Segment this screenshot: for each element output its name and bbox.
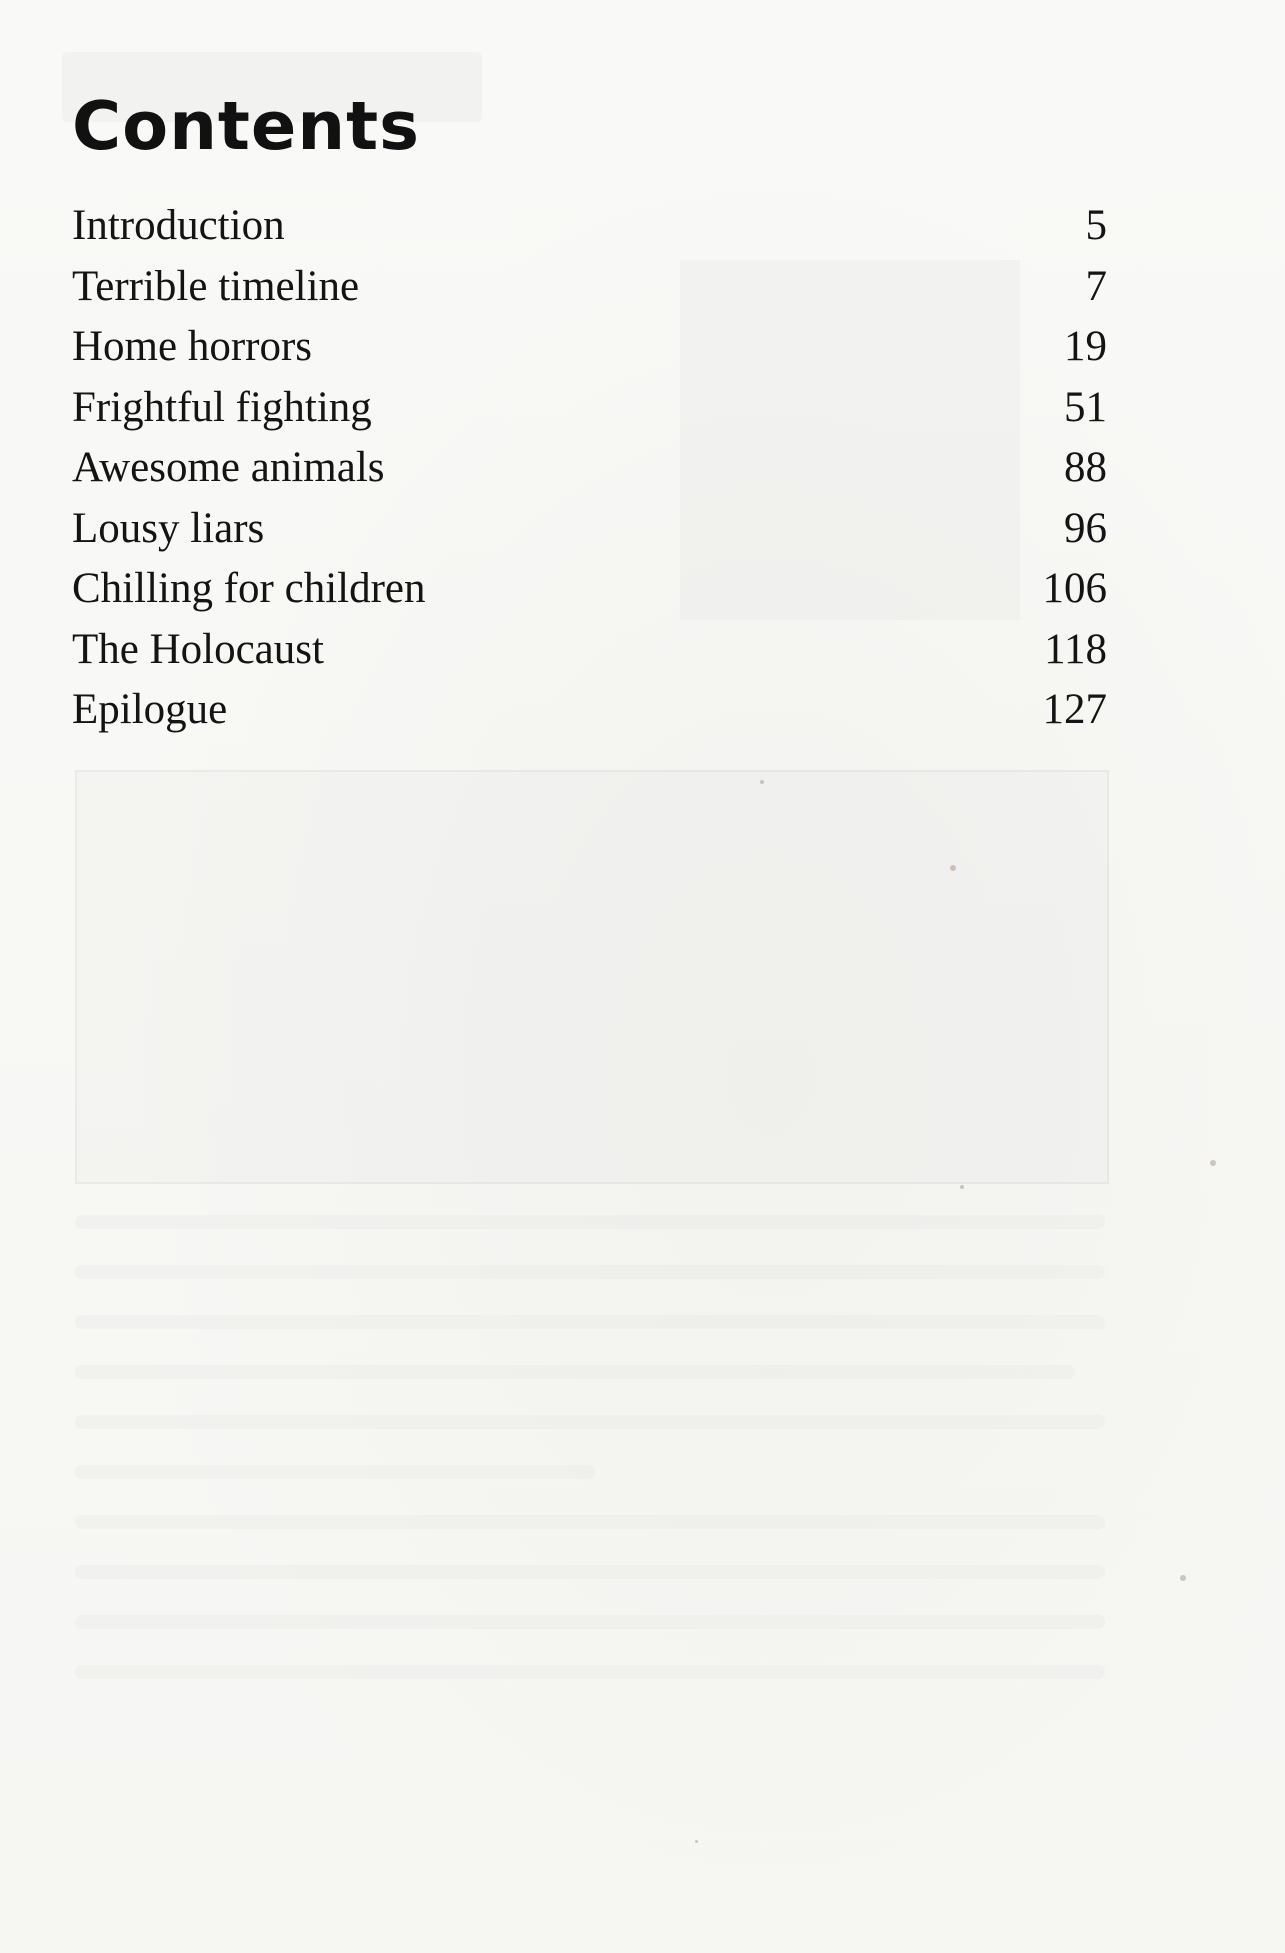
toc-entry <box>72 620 1107 681</box>
toc-entry-title: Epilogue <box>72 686 228 733</box>
toc-entry-page-number: 51 <box>1064 383 1107 431</box>
show-through-text-line <box>75 1215 1105 1229</box>
toc-entry-title: Awesome animals <box>72 444 385 491</box>
show-through-text-line <box>75 1365 1075 1379</box>
show-through-cartoon-panel <box>75 770 1109 1184</box>
show-through-text-line <box>75 1415 1105 1429</box>
toc-entry-page-number: 19 <box>1064 323 1107 370</box>
toc-entry-title: Home horrors <box>72 323 313 370</box>
toc-entry-page-number: 127 <box>1042 686 1107 733</box>
contents-heading: Contents <box>72 87 420 165</box>
paper-speck <box>950 865 956 871</box>
toc-entry-title: Terrible timeline <box>72 262 360 310</box>
toc-entry <box>72 378 1107 439</box>
toc-entry <box>72 559 1107 620</box>
toc-entry-page-number: 5 <box>1085 202 1107 249</box>
paper-speck <box>1180 1575 1186 1581</box>
paper-speck <box>1210 1160 1216 1166</box>
toc-entry <box>72 680 1107 741</box>
toc-entry-page-number: 88 <box>1064 444 1107 491</box>
toc-entry <box>72 257 1107 318</box>
toc-entry-page-number: 118 <box>1044 625 1107 673</box>
toc-entry <box>72 317 1107 378</box>
show-through-text-line <box>75 1615 1105 1629</box>
paper-speck <box>960 1185 964 1189</box>
toc-entry-title: The Holocaust <box>72 625 324 673</box>
show-through-text-line <box>75 1315 1105 1329</box>
table-of-contents <box>72 196 1107 741</box>
toc-entry-page-number: 7 <box>1085 262 1107 310</box>
show-through-text-line <box>75 1465 595 1479</box>
toc-entry-page-number: 106 <box>1042 565 1107 612</box>
toc-entry <box>72 499 1107 560</box>
paper-speck <box>760 780 764 784</box>
toc-entry <box>72 438 1107 499</box>
toc-entry-title: Lousy liars <box>72 504 265 552</box>
toc-entry-title: Introduction <box>72 202 285 249</box>
show-through-text-line <box>75 1665 1105 1679</box>
toc-entry-title: Chilling for children <box>72 565 426 612</box>
toc-entry-page-number: 96 <box>1064 504 1107 552</box>
toc-entry-title: Frightful fighting <box>72 383 372 431</box>
show-through-text-line <box>75 1565 1105 1579</box>
show-through-text-line <box>75 1515 1105 1529</box>
paper-speck <box>695 1840 698 1843</box>
toc-entry <box>72 196 1107 257</box>
show-through-text-line <box>75 1265 1105 1279</box>
